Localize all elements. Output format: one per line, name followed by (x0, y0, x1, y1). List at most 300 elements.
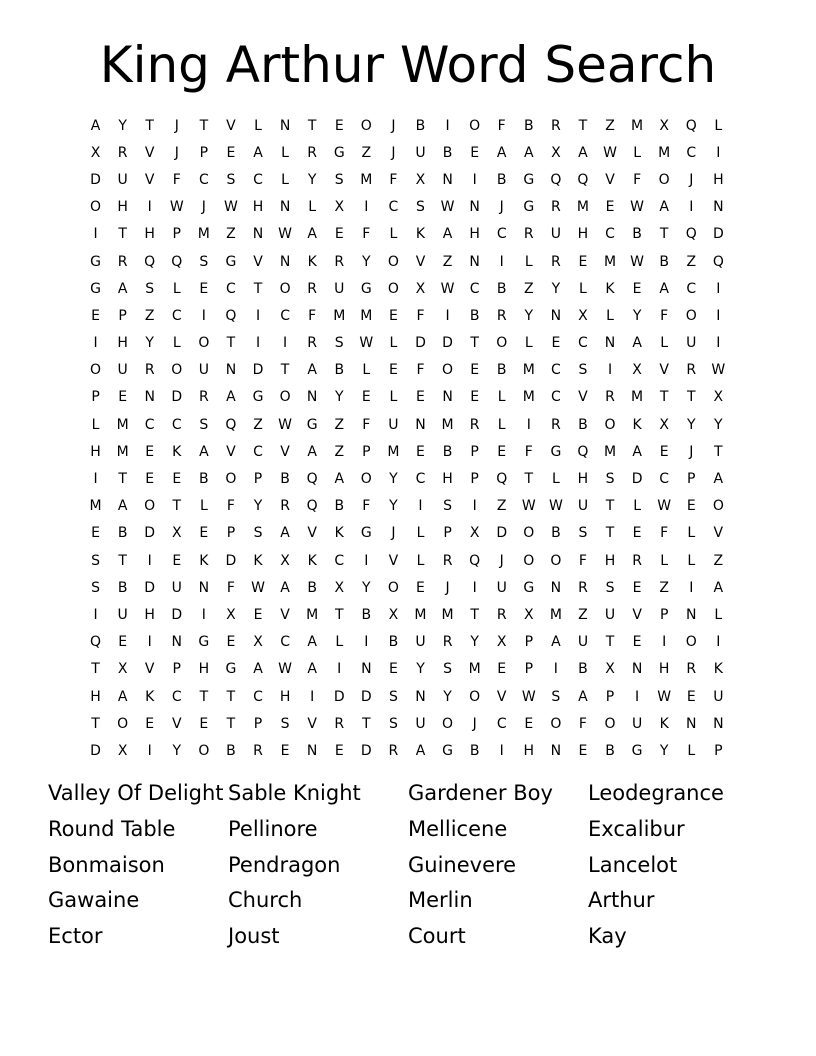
grid-letter[interactable]: S (145, 280, 155, 297)
grid-letter[interactable]: X (578, 307, 588, 324)
grid-letter[interactable]: L (254, 117, 262, 134)
grid-letter[interactable]: A (117, 498, 128, 515)
grid-letter[interactable]: C (496, 226, 507, 243)
grid-letter[interactable]: V (144, 661, 155, 678)
grid-letter[interactable]: F (389, 171, 398, 188)
grid-letter[interactable]: H (658, 661, 670, 678)
grid-letter[interactable]: Y (334, 389, 344, 406)
grid-letter[interactable]: V (226, 443, 236, 460)
grid-letter[interactable]: O (117, 715, 129, 732)
grid-letter[interactable]: Y (416, 661, 425, 678)
grid-letter[interactable]: L (714, 606, 723, 623)
grid-letter[interactable]: R (117, 253, 128, 270)
grid-letter[interactable]: D (360, 688, 372, 705)
grid-letter[interactable]: V (659, 362, 669, 379)
grid-letter[interactable]: P (524, 661, 534, 678)
grid-letter[interactable]: E (118, 634, 128, 651)
grid-letter[interactable]: P (687, 471, 696, 488)
grid-letter[interactable]: X (226, 606, 236, 623)
grid-letter[interactable]: N (415, 416, 426, 433)
grid-letter[interactable]: Q (496, 471, 508, 488)
grid-letter[interactable]: Z (442, 253, 453, 270)
grid-letter[interactable]: J (174, 117, 179, 134)
grid-letter[interactable]: E (686, 688, 696, 705)
grid-letter[interactable]: E (632, 280, 642, 297)
grid-letter[interactable]: E (91, 525, 100, 542)
grid-letter[interactable]: T (605, 525, 615, 542)
grid-letter[interactable]: X (523, 606, 534, 623)
grid-letter[interactable]: X (388, 606, 399, 623)
grid-letter[interactable]: G (523, 579, 535, 596)
grid-letter[interactable]: Z (523, 280, 534, 297)
grid-letter[interactable]: E (361, 389, 371, 406)
grid-letter[interactable]: B (551, 525, 561, 542)
grid-letter[interactable]: L (172, 335, 181, 352)
grid-letter[interactable]: Y (172, 742, 182, 759)
grid-letter[interactable]: A (659, 199, 669, 216)
grid-letter[interactable]: R (523, 226, 534, 243)
grid-letter[interactable]: L (606, 307, 614, 324)
grid-letter[interactable]: R (307, 280, 318, 297)
grid-letter[interactable]: C (496, 715, 507, 732)
grid-letter[interactable]: C (469, 280, 480, 297)
grid-letter[interactable]: M (631, 117, 644, 134)
grid-letter[interactable]: W (521, 688, 536, 705)
grid-letter[interactable]: Q (306, 471, 318, 488)
grid-letter[interactable]: I (635, 688, 640, 705)
grid-letter[interactable]: B (117, 579, 128, 596)
grid-letter[interactable]: H (442, 471, 453, 488)
grid-letter[interactable]: O (387, 253, 399, 270)
grid-letter[interactable]: N (306, 389, 318, 406)
grid-letter[interactable]: E (118, 389, 128, 406)
grid-letter[interactable]: I (716, 280, 721, 297)
grid-letter[interactable]: O (90, 199, 102, 216)
grid-letter[interactable]: S (253, 525, 263, 542)
grid-letter[interactable]: L (416, 552, 425, 569)
grid-letter[interactable]: D (90, 171, 101, 188)
grid-letter[interactable]: T (145, 117, 154, 134)
grid-letter[interactable]: Z (686, 253, 697, 270)
grid-letter[interactable]: S (226, 171, 236, 188)
grid-letter[interactable]: E (226, 144, 236, 161)
grid-letter[interactable]: P (199, 144, 209, 161)
grid-letter[interactable]: H (577, 226, 589, 243)
grid-letter[interactable]: O (604, 715, 616, 732)
grid-letter[interactable]: C (686, 144, 697, 161)
grid-letter[interactable]: T (226, 335, 236, 352)
grid-letter[interactable]: G (90, 280, 101, 297)
grid-letter[interactable]: N (279, 117, 291, 134)
grid-letter[interactable]: W (440, 280, 455, 297)
grid-letter[interactable]: B (496, 280, 507, 297)
grid-letter[interactable]: Y (686, 416, 696, 433)
grid-letter[interactable]: I (472, 171, 477, 188)
grid-letter[interactable]: E (470, 389, 480, 406)
grid-letter[interactable]: I (662, 634, 667, 651)
grid-letter[interactable]: I (607, 362, 613, 379)
grid-letter[interactable]: Y (470, 634, 479, 651)
grid-letter[interactable]: J (391, 525, 396, 542)
grid-letter[interactable]: R (469, 416, 480, 433)
grid-letter[interactable]: S (388, 715, 398, 732)
grid-letter[interactable]: V (144, 171, 155, 188)
grid-letter[interactable]: A (415, 742, 426, 759)
grid-letter[interactable]: S (578, 362, 588, 379)
grid-letter[interactable]: H (198, 661, 210, 678)
grid-letter[interactable]: G (360, 525, 372, 542)
grid-letter[interactable]: V (171, 715, 182, 732)
grid-letter[interactable]: E (334, 117, 344, 134)
grid-letter[interactable]: R (686, 661, 697, 678)
grid-letter[interactable]: R (632, 552, 642, 569)
grid-letter[interactable]: Z (361, 144, 372, 161)
grid-letter[interactable]: T (334, 606, 344, 623)
grid-letter[interactable]: I (283, 335, 288, 352)
grid-letter[interactable]: N (550, 579, 562, 596)
grid-letter[interactable]: B (226, 742, 236, 759)
grid-letter[interactable]: T (91, 715, 100, 732)
grid-letter[interactable]: J (499, 199, 504, 216)
grid-letter[interactable]: C (415, 471, 426, 488)
grid-letter[interactable]: M (197, 226, 210, 243)
grid-letter[interactable]: M (360, 171, 373, 188)
grid-letter[interactable]: H (279, 688, 291, 705)
grid-letter[interactable]: O (469, 688, 481, 705)
grid-letter[interactable]: Y (118, 117, 127, 134)
grid-letter[interactable]: A (307, 634, 317, 651)
grid-letter[interactable]: T (118, 226, 127, 243)
grid-letter[interactable]: J (689, 443, 694, 460)
grid-letter[interactable]: V (496, 688, 507, 705)
grid-letter[interactable]: Z (496, 498, 507, 515)
grid-letter[interactable]: G (523, 199, 535, 216)
grid-letter[interactable]: Z (659, 579, 669, 596)
grid-letter[interactable]: T (91, 661, 100, 678)
grid-letter[interactable]: C (550, 389, 561, 406)
grid-letter[interactable]: V (307, 715, 317, 732)
grid-letter[interactable]: X (713, 389, 724, 406)
grid-letter[interactable]: M (603, 253, 617, 270)
grid-letter[interactable]: Z (605, 117, 615, 134)
grid-letter[interactable]: H (144, 606, 155, 623)
grid-letter[interactable]: A (226, 389, 236, 406)
grid-letter[interactable]: H (523, 742, 535, 759)
grid-letter[interactable]: M (441, 416, 454, 433)
grid-letter[interactable]: Z (713, 552, 724, 569)
grid-letter[interactable]: B (280, 471, 290, 488)
grid-letter[interactable]: Q (171, 253, 183, 270)
grid-letter[interactable]: M (116, 443, 129, 460)
grid-letter[interactable]: X (415, 280, 426, 297)
grid-letter[interactable]: T (199, 688, 209, 705)
grid-letter[interactable]: E (686, 498, 696, 515)
grid-letter[interactable]: L (551, 471, 560, 488)
grid-letter[interactable]: D (496, 525, 508, 542)
grid-letter[interactable]: U (550, 226, 561, 243)
grid-letter[interactable]: Q (225, 307, 237, 324)
grid-letter[interactable]: Q (685, 117, 697, 134)
grid-letter[interactable]: E (280, 742, 290, 759)
grid-letter[interactable]: V (578, 389, 588, 406)
grid-letter[interactable]: N (631, 661, 643, 678)
grid-letter[interactable]: F (660, 525, 669, 542)
grid-letter[interactable]: U (334, 280, 345, 297)
grid-letter[interactable]: B (442, 144, 453, 161)
grid-letter[interactable]: W (251, 579, 265, 596)
grid-letter[interactable]: R (307, 335, 318, 352)
grid-letter[interactable]: O (469, 117, 481, 134)
grid-letter[interactable]: V (253, 253, 263, 270)
grid-letter[interactable]: F (578, 552, 587, 569)
grid-letter[interactable]: Q (577, 443, 589, 460)
grid-letter[interactable]: R (388, 742, 399, 759)
grid-letter[interactable]: W (278, 226, 292, 243)
grid-letter[interactable]: P (226, 525, 236, 542)
grid-letter[interactable]: A (713, 579, 724, 596)
grid-letter[interactable]: I (255, 307, 261, 324)
grid-letter[interactable]: W (630, 253, 645, 270)
grid-letter[interactable]: R (144, 362, 155, 379)
grid-letter[interactable]: O (658, 171, 670, 188)
grid-letter[interactable]: R (551, 253, 561, 270)
grid-letter[interactable]: U (415, 634, 426, 651)
grid-letter[interactable]: Z (144, 307, 155, 324)
grid-letter[interactable]: R (496, 307, 507, 324)
grid-letter[interactable]: S (443, 661, 452, 678)
grid-letter[interactable]: V (280, 606, 290, 623)
grid-letter[interactable]: P (91, 389, 100, 406)
grid-letter[interactable]: S (334, 171, 344, 188)
grid-letter[interactable]: C (578, 335, 588, 352)
grid-letter[interactable]: B (334, 498, 345, 515)
grid-letter[interactable]: O (198, 742, 210, 759)
grid-letter[interactable]: L (497, 416, 506, 433)
grid-letter[interactable]: J (689, 171, 694, 188)
grid-letter[interactable]: I (93, 226, 98, 243)
grid-letter[interactable]: L (281, 171, 289, 188)
grid-letter[interactable]: E (578, 742, 588, 759)
grid-letter[interactable]: R (280, 498, 290, 515)
grid-letter[interactable]: U (117, 362, 128, 379)
grid-letter[interactable]: Y (551, 280, 561, 297)
grid-letter[interactable]: E (497, 443, 507, 460)
grid-letter[interactable]: H (90, 443, 101, 460)
grid-letter[interactable]: G (198, 634, 210, 651)
grid-letter[interactable]: N (713, 715, 724, 732)
grid-letter[interactable]: I (716, 307, 721, 324)
grid-letter[interactable]: A (713, 471, 724, 488)
grid-letter[interactable]: C (171, 307, 182, 324)
grid-letter[interactable]: I (445, 307, 450, 324)
grid-letter[interactable]: Z (253, 416, 263, 433)
grid-letter[interactable]: X (334, 199, 345, 216)
grid-letter[interactable]: J (174, 144, 179, 161)
grid-letter[interactable]: E (145, 471, 155, 488)
grid-letter[interactable]: U (117, 171, 128, 188)
grid-letter[interactable]: E (470, 362, 480, 379)
grid-letter[interactable]: B (199, 471, 209, 488)
grid-letter[interactable]: E (470, 144, 480, 161)
grid-letter[interactable]: E (632, 634, 642, 651)
grid-letter[interactable]: A (253, 144, 263, 161)
grid-letter[interactable]: V (280, 443, 290, 460)
grid-letter[interactable]: E (145, 715, 155, 732)
grid-letter[interactable]: K (632, 416, 642, 433)
grid-letter[interactable]: S (199, 253, 209, 270)
grid-letter[interactable]: P (470, 471, 479, 488)
grid-letter[interactable]: G (333, 144, 345, 161)
grid-letter[interactable]: T (686, 389, 696, 406)
grid-letter[interactable]: N (198, 579, 210, 596)
grid-letter[interactable]: R (334, 715, 345, 732)
grid-letter[interactable]: F (633, 171, 642, 188)
grid-letter[interactable]: E (388, 362, 398, 379)
grid-letter[interactable]: Y (362, 253, 371, 270)
grid-letter[interactable]: C (226, 280, 236, 297)
grid-letter[interactable]: T (226, 688, 236, 705)
grid-letter[interactable]: M (116, 416, 129, 433)
grid-letter[interactable]: R (307, 144, 318, 161)
grid-letter[interactable]: L (281, 144, 289, 161)
grid-letter[interactable]: D (415, 335, 426, 352)
grid-letter[interactable]: F (362, 498, 371, 515)
grid-letter[interactable]: N (361, 661, 372, 678)
grid-letter[interactable]: N (604, 335, 616, 352)
grid-letter[interactable]: W (630, 199, 645, 216)
grid-letter[interactable]: I (689, 579, 694, 596)
grid-letter[interactable]: S (578, 525, 588, 542)
grid-letter[interactable]: G (631, 742, 643, 759)
grid-letter[interactable]: L (687, 742, 696, 759)
grid-letter[interactable]: J (391, 144, 396, 161)
grid-letter[interactable]: M (522, 389, 535, 406)
grid-letter[interactable]: C (171, 416, 182, 433)
grid-letter[interactable]: H (90, 688, 101, 705)
grid-letter[interactable]: F (226, 579, 235, 596)
grid-letter[interactable]: R (496, 606, 507, 623)
grid-letter[interactable]: Y (524, 307, 534, 324)
grid-letter[interactable]: A (551, 634, 561, 651)
grid-letter[interactable]: O (523, 525, 535, 542)
grid-letter[interactable]: A (280, 579, 290, 596)
grid-letter[interactable]: I (147, 742, 152, 759)
grid-letter[interactable]: M (658, 144, 671, 161)
grid-letter[interactable]: G (225, 253, 237, 270)
grid-letter[interactable]: L (389, 335, 398, 352)
grid-letter[interactable]: K (605, 280, 615, 297)
grid-letter[interactable]: I (147, 199, 152, 216)
grid-letter[interactable]: S (334, 335, 344, 352)
grid-letter[interactable]: R (334, 253, 345, 270)
grid-letter[interactable]: C (253, 443, 263, 460)
grid-letter[interactable]: N (252, 226, 264, 243)
grid-letter[interactable]: B (496, 362, 507, 379)
grid-letter[interactable]: L (362, 362, 371, 379)
grid-letter[interactable]: O (523, 552, 535, 569)
grid-letter[interactable]: M (89, 498, 102, 515)
grid-letter[interactable]: O (90, 362, 102, 379)
grid-letter[interactable]: M (576, 199, 589, 216)
grid-letter[interactable]: C (280, 307, 290, 324)
grid-letter[interactable]: X (469, 525, 480, 542)
grid-letter[interactable]: O (387, 579, 399, 596)
grid-letter[interactable]: F (362, 416, 371, 433)
grid-letter[interactable]: U (415, 715, 426, 732)
grid-letter[interactable]: E (172, 552, 182, 569)
grid-letter[interactable]: R (117, 144, 128, 161)
grid-letter[interactable]: O (279, 280, 291, 297)
grid-letter[interactable]: X (496, 634, 507, 651)
grid-letter[interactable]: A (307, 661, 317, 678)
grid-letter[interactable]: I (364, 552, 369, 569)
grid-letter[interactable]: A (659, 280, 669, 297)
grid-letter[interactable]: A (117, 688, 128, 705)
grid-letter[interactable]: H (144, 226, 155, 243)
grid-letter[interactable]: R (551, 117, 561, 134)
grid-letter[interactable]: G (252, 389, 264, 406)
grid-letter[interactable]: X (117, 742, 128, 759)
grid-letter[interactable]: P (253, 715, 263, 732)
grid-letter[interactable]: L (389, 226, 398, 243)
grid-letter[interactable]: X (632, 362, 642, 379)
grid-letter[interactable]: K (334, 525, 344, 542)
grid-letter[interactable]: L (416, 525, 425, 542)
grid-letter[interactable]: S (388, 688, 398, 705)
grid-letter[interactable]: Q (712, 253, 724, 270)
grid-letter[interactable]: V (226, 117, 236, 134)
grid-letter[interactable]: I (418, 498, 423, 515)
grid-letter[interactable]: E (416, 579, 425, 596)
grid-letter[interactable]: X (551, 144, 561, 161)
grid-letter[interactable]: M (441, 606, 454, 623)
grid-letter[interactable]: N (442, 389, 453, 406)
grid-letter[interactable]: K (307, 253, 317, 270)
grid-letter[interactable]: K (659, 715, 669, 732)
grid-letter[interactable]: L (335, 634, 344, 651)
grid-letter[interactable]: Q (144, 253, 156, 270)
grid-letter[interactable]: R (198, 389, 209, 406)
grid-letter[interactable]: U (686, 335, 697, 352)
grid-letter[interactable]: T (470, 606, 479, 623)
grid-letter[interactable]: E (388, 307, 398, 324)
grid-letter[interactable]: K (145, 688, 155, 705)
grid-letter[interactable]: W (169, 199, 184, 216)
grid-letter[interactable]: E (659, 443, 669, 460)
grid-letter[interactable]: W (657, 498, 672, 515)
grid-letter[interactable]: E (199, 715, 209, 732)
grid-letter[interactable]: Q (225, 416, 237, 433)
grid-letter[interactable]: H (469, 226, 480, 243)
grid-letter[interactable]: V (144, 144, 155, 161)
grid-letter[interactable]: A (524, 144, 534, 161)
grid-letter[interactable]: N (415, 688, 426, 705)
grid-letter[interactable]: E (632, 579, 642, 596)
grid-letter[interactable]: Y (714, 416, 723, 433)
grid-letter[interactable]: N (306, 742, 318, 759)
grid-letter[interactable]: X (280, 552, 290, 569)
grid-letter[interactable]: H (604, 552, 616, 569)
grid-letter[interactable]: Y (307, 171, 317, 188)
grid-letter[interactable]: A (632, 335, 642, 352)
grid-letter[interactable]: J (391, 117, 396, 134)
grid-letter[interactable]: W (278, 661, 292, 678)
grid-letter[interactable]: W (548, 498, 563, 515)
grid-letter[interactable]: B (632, 226, 642, 243)
grid-letter[interactable]: G (523, 171, 535, 188)
grid-letter[interactable]: U (496, 579, 507, 596)
grid-letter[interactable]: I (147, 552, 152, 569)
